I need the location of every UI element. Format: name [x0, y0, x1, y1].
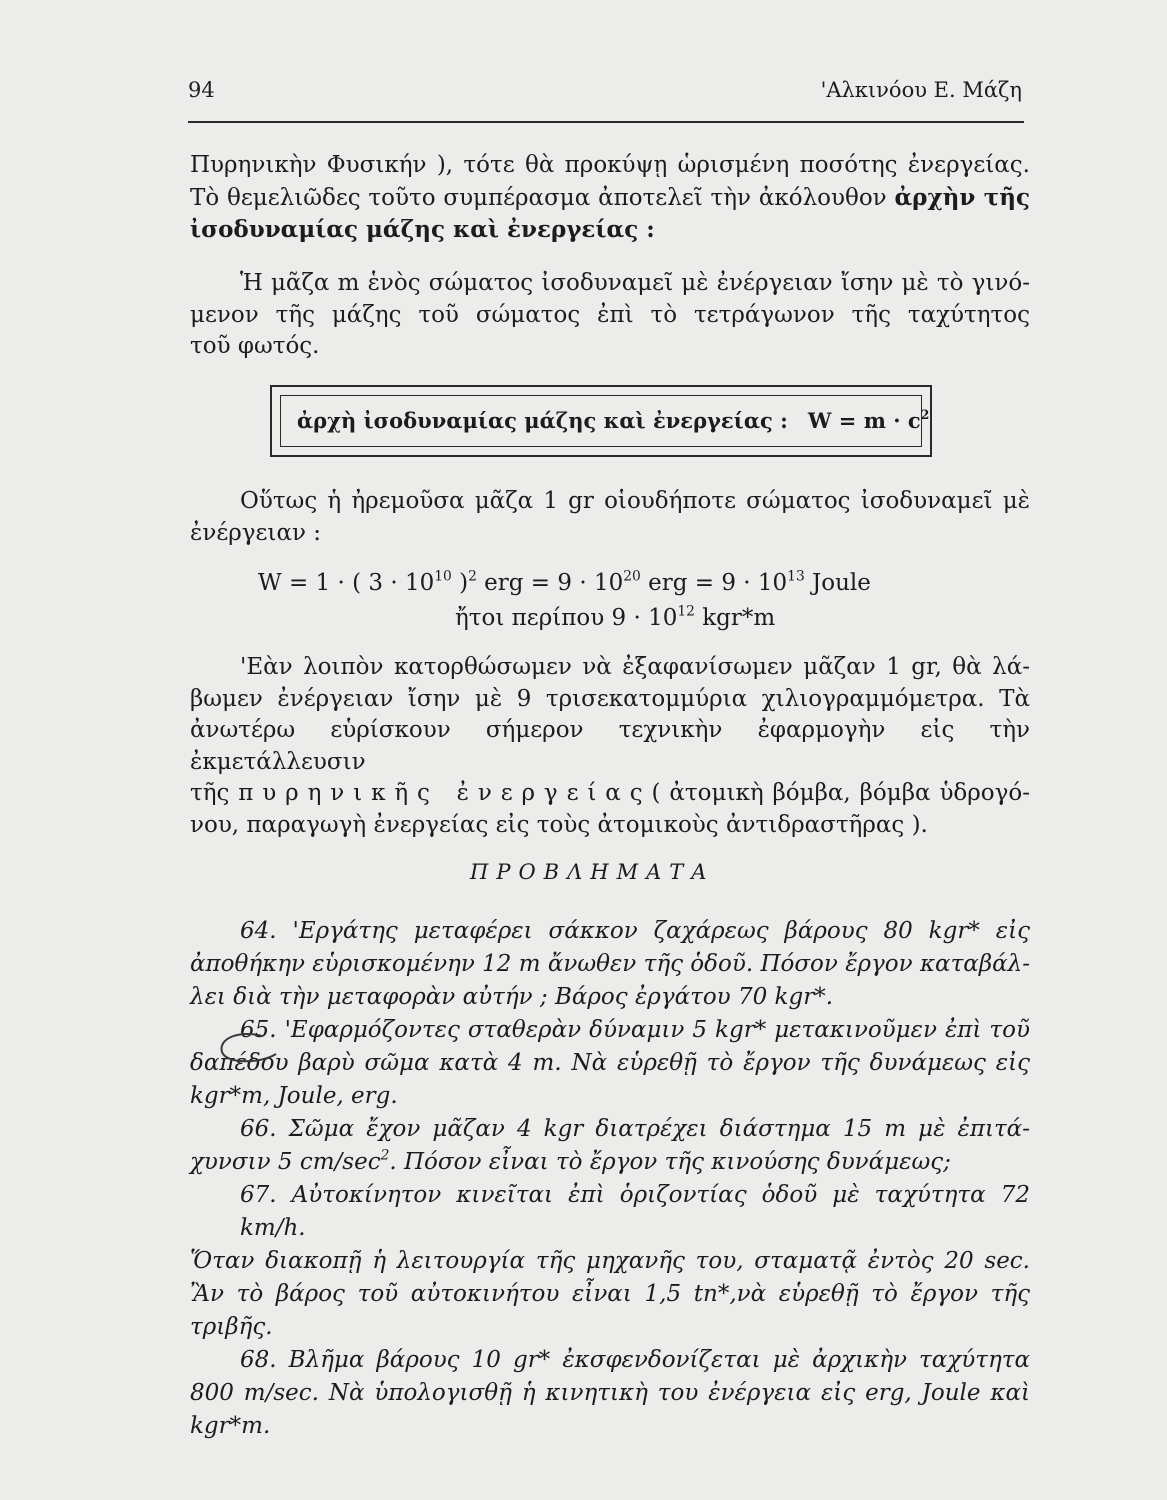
statement-line: τοῦ φωτός. [190, 333, 320, 359]
formula-part: W = 1 · ( 3 · 10 [258, 570, 435, 596]
page-header [188, 78, 1022, 118]
formula-exp: 13 [787, 568, 805, 585]
formula-part: ) [451, 570, 469, 596]
problem-64-line: 64. 'Εργάτης μεταφέρει σάκκον ζαχάρεως βάρους 80 kgr* εἰς [240, 918, 1030, 944]
intro-line [190, 214, 1030, 247]
problem-66-line: 66. Σῶμα ἔχον μᾶζαν 4 kgr διατρέχει διάστημα 15 m μὲ ἐπιτά- [240, 1116, 1030, 1142]
box-label: ἀρχὴ ἰσοδυναμίας μάζης καὶ ἐνεργείας : [297, 408, 788, 433]
problem-68-line: 68. Βλῆμα βάρους 10 gr* ἐκσφενδονίζεται μὲ ἀρχικὴν ταχύτητα [240, 1347, 1030, 1373]
conclusion-line [190, 778, 1030, 810]
problem-65-line: kgr*m, Joule, erg. [190, 1083, 398, 1109]
problem-67-line: Ὅταν διακοπῇ ἡ λειτουργία τῆς μηχανῆς του, σταματᾷ ἐντὸς 20 sec. [190, 1248, 1030, 1274]
conclusion-paragraph [190, 652, 1030, 841]
principle-box [270, 385, 932, 457]
example-paragraph [190, 486, 1030, 549]
formula-part: Joule [804, 570, 871, 596]
approx-text: ἤτοι περίπου 9 · 10 [455, 605, 678, 631]
conclusion-line: ἀνωτέρω εὑρίσκουν σήμερον τεχνικὴν ἐφαρμογὴν εἰς τὴν ἐκμετάλλευσιν [190, 717, 1030, 775]
page-number: 94 [188, 78, 215, 102]
statement-paragraph [190, 268, 1030, 363]
formula-part: erg = 9 · 10 [640, 570, 788, 596]
formula-exp: 10 [434, 568, 452, 585]
problem-exp: 2 [380, 1147, 390, 1164]
example-line: ἐνέργειαν : [190, 519, 322, 546]
box-formula [808, 408, 930, 433]
formula-part: erg = 9 · 10 [476, 570, 624, 596]
problem-64-line: ἀποθήκην εὑρισκομένην 12 m ἄνωθεν τῆς ὁδοῦ. Πόσον ἔργον καταβάλ- [190, 951, 1030, 977]
problem-66-line [190, 1146, 1030, 1179]
handwritten-circle-mark [210, 1028, 290, 1068]
problem-text: χυνσιν 5 cm/sec [190, 1149, 381, 1175]
problem-64-line: λει διὰ τὴν μεταφορὰν αὐτήν ; Βάρος ἐργάτου 70 kgr*. [190, 984, 834, 1010]
pen-stroke [222, 1034, 276, 1061]
approx-formula [455, 605, 775, 631]
conclusion-line: 'Εὰν λοιπὸν κατορθώσωμεν νὰ ἐξαφανίσωμεν μᾶζαν 1 gr, θὰ λά- [240, 654, 1030, 680]
conclusion-line: βωμεν ἐνέργειαν ἴσην μὲ 9 τρισεκατομμύρια χιλιογραμμόμετρα. Τὰ [190, 685, 1030, 712]
formula-exp: 2 [468, 568, 477, 585]
conclusion-text: τῆς [190, 780, 239, 806]
problem-67-line: 67. Αὐτοκίνητον κινεῖται ἐπὶ ὁριζοντίας ὁδοῦ μὲ ταχύτητα 72 km/h. [240, 1182, 1030, 1241]
conclusion-line: νου, παραγωγὴ ἐνεργείας εἰς τοὺς ἀτομικοὺς ἀντιδραστῆρας ). [190, 811, 928, 838]
approx-unit: kgr*m [694, 605, 776, 631]
problem-65-line: δαπέδου βαρὺ σῶμα κατὰ 4 m. Νὰ εὑρεθῇ τὸ ἔργον τῆς δυνάμεως εἰς [190, 1050, 1030, 1076]
problem-65-line: 65. 'Εφαρμόζοντες σταθερὰν δύναμιν 5 kgr* μετακινοῦμεν ἐπὶ τοῦ [240, 1017, 1030, 1043]
problem-68-line: 800 m/sec. Νὰ ὑπολογισθῇ ἡ κινητικὴ του ἐνέργεια εἰς erg, Joule καὶ [190, 1380, 1030, 1406]
header-rule [188, 121, 1024, 123]
statement-line: Ἡ μᾶζα m ἑνὸς σώματος ἰσοδυναμεῖ μὲ ἐνέργειαν ἴσην μὲ τὸ γινό- [240, 270, 1030, 296]
problem-67-line: Ἂν τὸ βάρος τοῦ αὐτοκινήτου εἶναι 1,5 tn*,νὰ εὑρεθῇ τὸ ἔργον τῆς τριβῆς. [190, 1281, 1030, 1340]
statement-line: μενον τῆς μάζης τοῦ σώματος ἐπὶ τὸ τετράγωνον τῆς ταχύτητος [190, 301, 1030, 328]
intro-text: Τὸ θεμελιῶδες τοῦτο συμπέρασμα ἀποτελεῖ τὴν ἀκόλουθον [190, 184, 895, 211]
principle-name-bold: ἀρχὴν τῆς [894, 183, 1030, 211]
intro-line [190, 182, 1030, 215]
box-formula-exp: 2 [920, 407, 930, 423]
formula-exp: 20 [623, 568, 641, 585]
box-formula-text: W = m · c [807, 408, 921, 433]
problem-text: . Πόσον εἶναι τὸ ἔργον τῆς κινούσης δυνάμεως; [389, 1149, 951, 1175]
problems-heading: ΠΡΟΒΛΗΜΑΤΑ [470, 860, 715, 884]
problem-68-line: kgr*m. [190, 1413, 271, 1439]
energy-formula [258, 570, 871, 596]
spaced-emphasis: π υ ρ η ν ι κ ῆ ς ἐ ν ε ρ γ ε ί α ς [238, 780, 643, 806]
approx-exp: 12 [677, 603, 695, 620]
conclusion-text: ( ἀτομικὴ βόμβα, βόμβα ὑδρογό- [642, 780, 1031, 806]
intro-line: Πυρηνικὴν Φυσικήν ), τότε θὰ προκύψῃ ὡρισμένη ποσότης ἐνεργείας. [190, 152, 1030, 178]
problems-list [190, 915, 1030, 1443]
principle-name-bold: ἰσοδυναμίας μάζης καὶ ἐνεργείας : [190, 216, 655, 243]
example-line: Οὕτως ἡ ἠρεμοῦσα μᾶζα 1 gr οἱουδήποτε σώματος ἰσοδυναμεῖ μὲ [240, 488, 1030, 514]
principle-box-inner [280, 395, 930, 447]
running-author: 'Αλκινόου Ε. Μάζη [820, 78, 1022, 102]
intro-paragraph [190, 150, 1030, 247]
